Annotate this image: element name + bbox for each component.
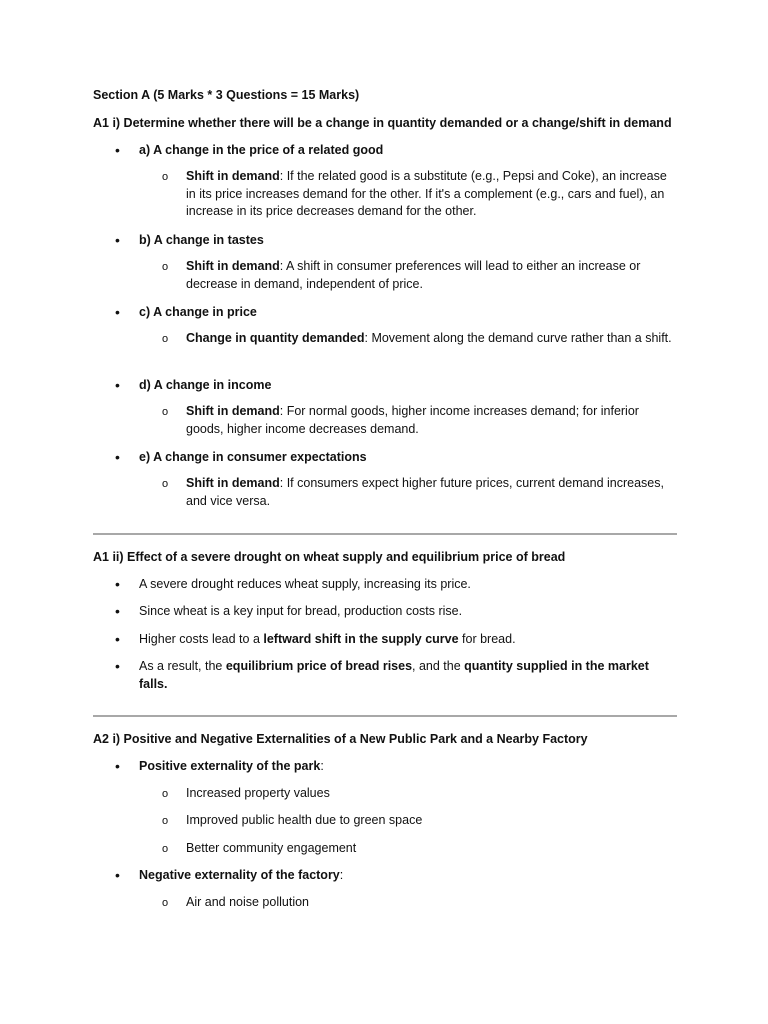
text-segment: : — [339, 868, 344, 882]
sub-bullet-icon — [162, 404, 168, 421]
text-segment: . — [164, 676, 168, 691]
bullet-icon — [115, 867, 123, 875]
text-segment: : — [320, 759, 324, 773]
horizontal-divider — [93, 715, 677, 717]
a1ii-bullet-2: Since wheat is a key input for bread, production costs rise. — [139, 604, 463, 618]
answer-bold: Change in quantity demanded — [186, 331, 365, 345]
answer-bold: Shift in demand — [186, 259, 280, 273]
bullet-icon — [115, 304, 123, 312]
sub-bullet-icon — [162, 331, 168, 348]
answer-bold: Shift in demand — [186, 404, 280, 418]
bullet-icon — [115, 576, 123, 584]
bold-segment: equilibrium price of bread rises — [225, 659, 413, 673]
answer-text: : If the related good is a substitute (e.g., Pepsi and Coke), an increase in its price increases demand for the other. If it's a complement (e.g., cars and fuel), an increase in its price decreases demand for the other. — [186, 169, 667, 218]
horizontal-divider — [93, 533, 677, 535]
bold-segment: Positive externality of the park — [139, 759, 321, 773]
bold-segment: Negative externality of the factory — [139, 868, 340, 882]
sub-bullet-icon — [162, 259, 168, 276]
a2i-heading: A2 i) Positive and Negative Externalities of a New Public Park and a Nearby Factory — [93, 732, 588, 746]
a1i-item-e-answer — [186, 475, 674, 510]
bullet-icon — [115, 603, 123, 611]
a1ii-bullet-3 — [139, 631, 516, 648]
a2i-negative-item: Air and noise pollution — [186, 895, 309, 909]
bullet-icon — [115, 631, 123, 639]
text-segment: for bread. — [458, 632, 516, 646]
answer-text: : Movement along the demand curve rather than a shift. — [364, 331, 672, 345]
answer-text: : For normal goods, higher income increases demand; for inferior goods, higher income decreases demand. — [186, 404, 639, 436]
a1i-item-d-answer — [186, 403, 674, 438]
a1i-item-b-label: b) A change in tastes — [139, 233, 264, 247]
bullet-icon — [115, 377, 123, 385]
answer-bold: Shift in demand — [186, 169, 280, 183]
answer-bold: Shift in demand — [186, 476, 280, 490]
a1i-item-c-label: c) A change in price — [139, 305, 257, 319]
a1i-item-c-answer — [186, 330, 674, 348]
answer-text: : If consumers expect higher future prices, current demand increases, and vice versa. — [186, 476, 664, 508]
sub-bullet-icon — [162, 476, 168, 493]
a1i-item-b-answer — [186, 258, 674, 293]
bullet-icon — [115, 658, 123, 666]
a1ii-heading: A1 ii) Effect of a severe drought on wheat supply and equilibrium price of bread — [93, 550, 566, 564]
text-segment: As a result, the — [139, 659, 226, 673]
a2i-positive-label — [139, 758, 324, 775]
bold-segment: leftward shift in the supply curve — [263, 632, 459, 646]
a2i-positive-item: Improved public health due to green space — [186, 813, 423, 827]
answer-text: : A shift in consumer preferences will lead to either an increase or decrease in demand, independent of price. — [186, 259, 641, 291]
sub-bullet-icon — [162, 895, 168, 912]
bullet-icon — [115, 232, 123, 240]
a1i-item-d-label: d) A change in income — [139, 378, 272, 392]
text-segment: Higher costs lead to a — [139, 632, 264, 646]
bullet-icon — [115, 142, 123, 150]
a2i-positive-item: Better community engagement — [186, 841, 357, 855]
bullet-icon — [115, 758, 123, 766]
a1i-item-a-label: a) A change in the price of a related good — [139, 143, 384, 157]
a1ii-bullet-4 — [139, 658, 659, 693]
a1ii-bullet-1: A severe drought reduces wheat supply, increasing its price. — [139, 577, 471, 591]
a2i-positive-item: Increased property values — [186, 786, 330, 800]
text-segment: , and the — [412, 659, 465, 673]
bold-segment: quantity supplied in the market falls — [139, 659, 649, 691]
a2i-negative-label — [139, 867, 343, 884]
sub-bullet-icon — [162, 786, 168, 803]
sub-bullet-icon — [162, 813, 168, 830]
sub-bullet-icon — [162, 841, 168, 858]
bullet-icon — [115, 449, 123, 457]
sub-bullet-icon — [162, 169, 168, 186]
section-header: Section A (5 Marks * 3 Questions = 15 Marks) — [93, 88, 360, 102]
a1i-item-e-label: e) A change in consumer expectations — [139, 450, 367, 464]
a1i-heading: A1 i) Determine whether there will be a change in quantity demanded or a change/shift in demand — [93, 116, 672, 130]
a1i-item-a-answer — [186, 168, 674, 221]
